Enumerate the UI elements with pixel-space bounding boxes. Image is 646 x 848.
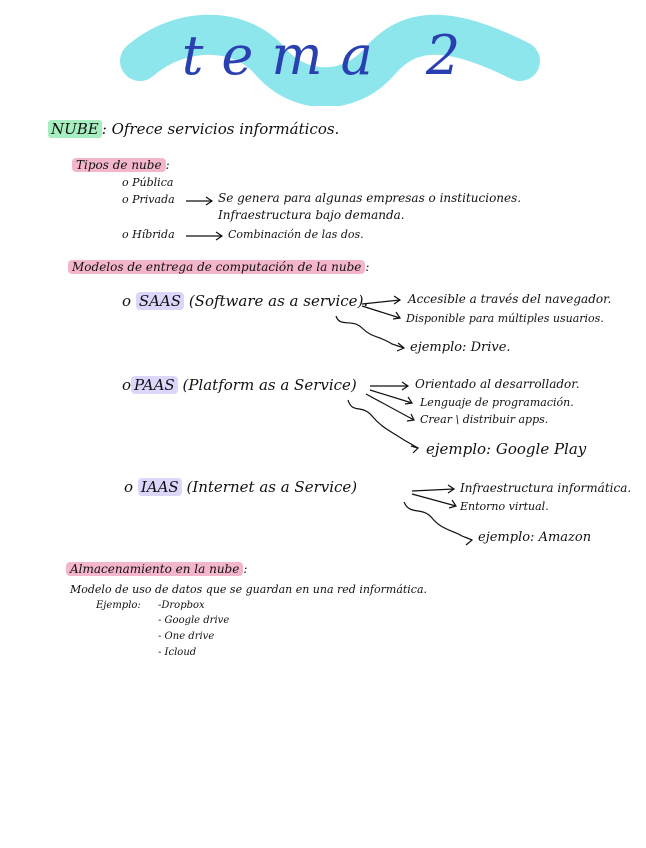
paas-acronym: PAAS — [131, 376, 178, 394]
paas-arrow-3-icon — [366, 394, 414, 421]
example-dropbox: -Dropbox — [158, 600, 205, 611]
paas-arrow-1-icon — [370, 382, 408, 390]
saas-point-1: Accesible a través del navegador. — [408, 292, 612, 306]
paas-full: (Platform as a Service) — [182, 376, 357, 394]
iaas-arrow-2-icon — [412, 494, 456, 508]
hibrida-arrow-icon — [186, 232, 222, 240]
iaas-point-1: Infraestructura informática. — [460, 481, 632, 495]
privada-desc-1: Se genera para algunas empresas o instituciones. — [218, 191, 522, 205]
modelos-heading: Modelos de entrega de computación de la nube — [68, 260, 365, 274]
page-title: tema 2 — [181, 24, 479, 87]
paas-point-2: Lenguaje de programación. — [420, 396, 574, 409]
iaas-line: o IAAS (Internet as a Service) — [124, 478, 358, 496]
iaas-arrow-1-icon — [412, 485, 454, 493]
saas-acronym: SAAS — [136, 292, 184, 310]
almacenamiento-definition: Modelo de uso de datos que se guardan en una red informática. — [70, 583, 428, 596]
saas-line: o SAAS (Software as a service). — [122, 292, 369, 310]
nube-line — [48, 120, 339, 138]
privada-arrow-icon — [186, 197, 212, 205]
saas-full: (Software as a service). — [188, 292, 369, 310]
privada-desc-2: Infraestructura bajo demanda. — [218, 208, 405, 222]
saas-point-2: Disponible para múltiples usuarios. — [406, 312, 604, 325]
iaas-point-2: Entorno virtual. — [460, 500, 549, 513]
tipo-hibrida: o Híbrida — [122, 228, 175, 241]
almacenamiento-heading: Almacenamiento en la nube — [66, 562, 243, 576]
example-google-drive: - Google drive — [158, 615, 230, 626]
paas-example: ejemplo: Google Play — [426, 440, 587, 458]
almacenamiento-example-label: Ejemplo: — [96, 600, 141, 611]
paas-arrow-2-icon — [370, 390, 412, 404]
nube-text: : Ofrece servicios informáticos. — [101, 120, 340, 138]
saas-wavy-arrow-icon — [336, 316, 404, 351]
paas-wavy-arrow-icon — [348, 400, 418, 453]
paas-point-3: Crear \ distribuir apps. — [420, 413, 549, 426]
example-icloud: - Icloud — [158, 647, 197, 658]
tipo-publica: o Pública — [122, 176, 174, 189]
almacenamiento-heading-line: Almacenamiento en la nube : — [66, 562, 247, 576]
paas-point-1: Orientado al desarrollador. — [415, 377, 580, 391]
title-block — [120, 6, 540, 106]
iaas-full: (Internet as a Service) — [186, 478, 358, 496]
modelos-heading-line: Modelos de entrega de computación de la nube : — [68, 260, 369, 274]
tipos-heading: Tipos de nube — [72, 158, 166, 172]
example-one-drive: - One drive — [158, 631, 215, 642]
nube-label: NUBE — [48, 120, 102, 138]
paas-line: o PAAS (Platform as a Service) — [122, 376, 357, 394]
tipo-privada: o Privada — [122, 193, 175, 206]
saas-example: ejemplo: Drive. — [410, 340, 511, 355]
iaas-acronym: IAAS — [138, 478, 182, 496]
hibrida-desc: Combinación de las dos. — [228, 228, 364, 241]
iaas-example: ejemplo: Amazon — [478, 530, 592, 545]
tipos-heading-line: Tipos de nube : — [72, 158, 170, 172]
